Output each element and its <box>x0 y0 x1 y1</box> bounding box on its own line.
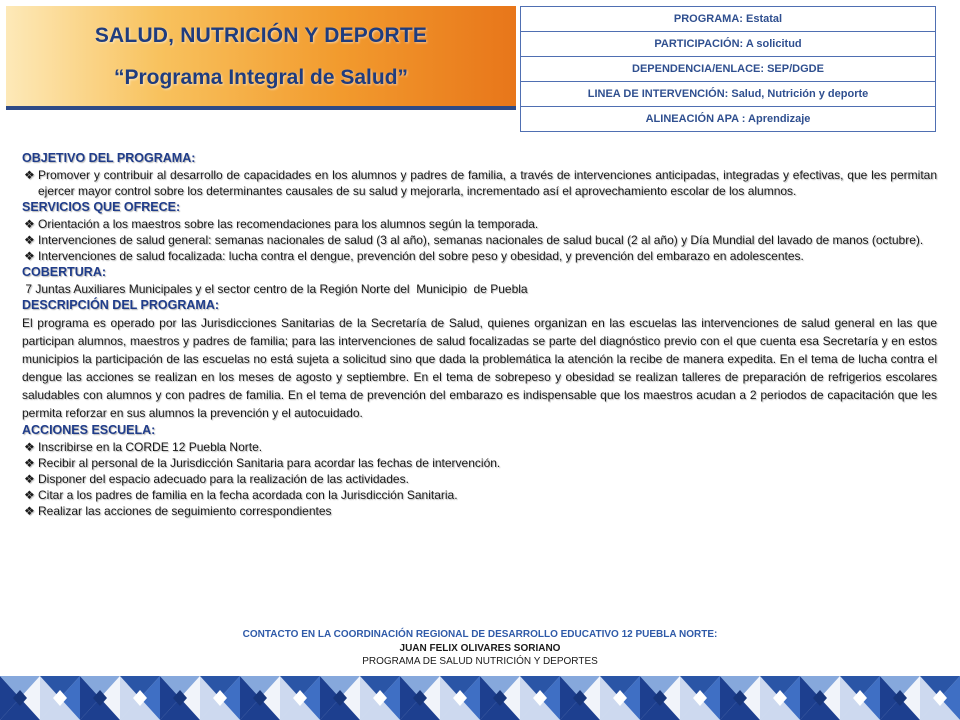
section-title-objetivo: OBJETIVO DEL PROGRAMA: <box>22 151 196 165</box>
servicio-item: Intervenciones de salud general: semanas nacionales de salud (3 al año), semanas nacionales de salud bucal (2 al año) y Día Mundial del lavado de manos (octubre). <box>38 233 924 247</box>
diamond-bullet-icon: ❖ <box>24 249 35 263</box>
servicio-item: Intervenciones de salud focalizada: lucha contra el dengue, prevención del sobre peso y obesidad, y prevención del embarazo en adolescentes. <box>38 249 804 263</box>
diamond-bullet-icon: ❖ <box>24 440 35 454</box>
footer-program: PROGRAMA DE SALUD NUTRICIÓN Y DEPORTES <box>362 656 598 667</box>
footer-name: JUAN FELIX OLIVARES SORIANO <box>399 643 561 654</box>
diamond-bullet-icon: ❖ <box>24 217 35 231</box>
info-linea: LINEA DE INTERVENCIÓN: Salud, Nutrición y deporte <box>521 82 936 107</box>
diamond-bullet-icon: ❖ <box>24 233 35 247</box>
section-title-servicios: SERVICIOS QUE OFRECE: <box>22 200 181 214</box>
page-title: SALUD, NUTRICIÓN Y DEPORTE <box>94 24 428 47</box>
info-alineacion: ALINEACIÓN APA : Aprendizaje <box>521 107 936 132</box>
info-dependencia: DEPENDENCIA/ENLACE: SEP/DGDE <box>521 57 936 82</box>
section-title-acciones: ACCIONES ESCUELA: <box>22 423 156 437</box>
footer-contact: CONTACTO EN LA COORDINACIÓN REGIONAL DE DESARROLLO EDUCATIVO 12 PUEBLA NORTE: <box>242 629 718 640</box>
servicio-item: Orientación a los maestros sobre las recomendaciones para los alumnos según la temporada. <box>38 217 539 231</box>
list-item <box>22 167 937 199</box>
info-row <box>521 107 936 132</box>
info-participacion: PARTICIPACIÓN: A solicitud <box>521 32 936 57</box>
footer <box>0 628 960 668</box>
list-item <box>22 487 937 503</box>
info-programa: PROGRAMA: Estatal <box>521 7 936 32</box>
diamond-bullet-icon: ❖ <box>24 504 35 518</box>
info-row <box>521 57 936 82</box>
list-item <box>22 248 937 264</box>
info-row <box>521 82 936 107</box>
banner-underline <box>6 106 516 110</box>
decorative-mosaic-border <box>0 676 960 720</box>
section-title-descripcion: DESCRIPCIÓN DEL PROGRAMA: <box>22 298 220 312</box>
main-content <box>22 150 937 519</box>
page-subtitle: “Programa Integral de Salud” <box>113 66 409 89</box>
cobertura-text: 7 Juntas Auxiliares Municipales y el sector centro de la Región Norte del Municipio de Puebla <box>22 282 528 296</box>
header-banner <box>6 6 516 106</box>
list-item <box>22 471 937 487</box>
program-info-table <box>520 6 936 132</box>
accion-item: Recibir al personal de la Jurisdicción Sanitaria para acordar las fechas de intervención. <box>38 456 501 470</box>
list-item <box>22 232 937 248</box>
info-row <box>521 32 936 57</box>
accion-item: Citar a los padres de familia en la fecha acordada con la Jurisdicción Sanitaria. <box>38 488 458 502</box>
section-title-cobertura: COBERTURA: <box>22 265 107 279</box>
accion-item: Realizar las acciones de seguimiento correspondientes <box>38 504 332 518</box>
diamond-bullet-icon: ❖ <box>24 488 35 502</box>
diamond-bullet-icon: ❖ <box>24 168 35 182</box>
descripcion-text: El programa es operado por las Jurisdicciones Sanitarias de la Secretaría de Salud, quienes organizan en las escuelas las intervenciones de salud general en las que participan alumnos, maestros y padres de familia; para las intervenciones de salud focalizadas se parte del diagnóstico previo con el que cuenta esa Secretaría y en estos municipios la participación de las escuelas no está sujeta a solicitud sino que dada la problemática la atención la recibe de manera expedita. En el tema de lucha contra el dengue las acciones se realizan en los meses de agosto y septiembre. En el tema de sobrepeso y obesidad se realizan talleres de preparación de refrigerios escolares saludables con alumnos y con padres de familia. En el tema de prevención del embarazo es indispensable que los maestros acudan a 2 periodos de capacitación que les permita reforzar en sus alumnos la prevención y el autocuidado. <box>22 316 937 420</box>
list-item <box>22 216 937 232</box>
accion-item: Disponer del espacio adecuado para la realización de las actividades. <box>38 472 409 486</box>
list-item <box>22 503 937 519</box>
diamond-bullet-icon: ❖ <box>24 472 35 486</box>
accion-item: Inscribirse en la CORDE 12 Puebla Norte. <box>38 440 263 454</box>
objetivo-text: Promover y contribuir al desarrollo de capacidades en los alumnos y padres de familia, a través de intervenciones anticipadas, integradas y efectivas, que les permitan ejercer mayor control sobre los determinantes causales de su salud y mejorarla, incrementado así el aprovechamiento escolar de los alumnos. <box>38 168 937 198</box>
diamond-bullet-icon: ❖ <box>24 456 35 470</box>
list-item <box>22 455 937 471</box>
info-row <box>521 7 936 32</box>
list-item <box>22 439 937 455</box>
